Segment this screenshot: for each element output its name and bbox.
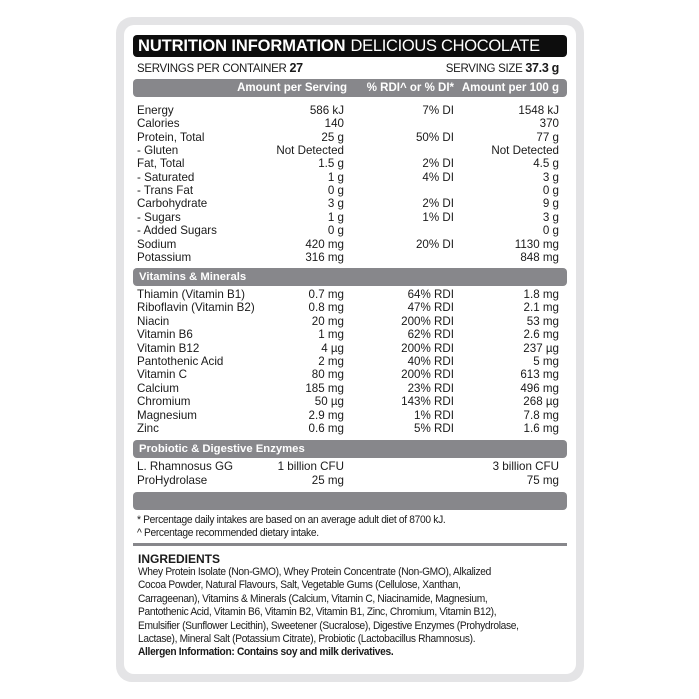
amount-per-serving: 50 µg <box>314 395 344 409</box>
percent-intake: 47% RDI <box>407 301 454 315</box>
percent-intake: 4% DI <box>422 170 454 184</box>
nutrient-name: Fat, Total <box>137 157 185 171</box>
amount-per-100g: 1.8 mg <box>523 288 559 301</box>
amount-per-serving: 420 mg <box>305 237 344 251</box>
amount-per-100g: 0 g <box>542 224 559 238</box>
amount-per-serving: 0 g <box>327 184 344 198</box>
amount-per-100g: Not Detected <box>491 144 559 158</box>
percent-intake: 64% RDI <box>407 288 454 301</box>
amount-per-serving: 140 <box>324 117 344 131</box>
amount-per-100g: 0 g <box>542 184 559 198</box>
percent-intake: 7% DI <box>422 104 454 117</box>
nutrient-name: Potassium <box>137 250 192 264</box>
amount-per-100g: 4.5 g <box>533 157 559 171</box>
amount-per-serving: 20 mg <box>311 314 344 328</box>
nutrient-name: - Trans Fat <box>137 184 194 198</box>
column-header-bar <box>133 79 567 97</box>
empty-section-bar <box>133 492 567 510</box>
amount-per-100g: 237 µg <box>523 341 559 355</box>
amount-per-100g: 77 g <box>536 130 559 144</box>
amount-per-serving: 0.7 mg <box>308 288 344 301</box>
table-row <box>137 460 559 473</box>
amount-per-serving: 0.8 mg <box>308 301 344 315</box>
nutrient-name: Calcium <box>137 381 179 395</box>
table-row <box>137 342 559 355</box>
amount-per-serving: 80 mg <box>311 368 344 382</box>
table-row <box>137 474 559 487</box>
table-row <box>137 157 559 170</box>
amount-per-serving: 2 mg <box>318 355 344 368</box>
amount-per-100g: 3 g <box>542 170 559 184</box>
amount-per-serving: 25 g <box>321 130 344 144</box>
amount-per-100g: 2.1 mg <box>523 301 559 315</box>
amount-per-100g: 848 mg <box>520 250 559 264</box>
footnote-rdi: ^ Percentage recommended dietary intake. <box>137 527 319 539</box>
nutrient-name: Pantothenic Acid <box>137 355 224 368</box>
table-row <box>137 382 559 395</box>
nutrient-name: Calories <box>137 117 180 131</box>
amount-per-100g: 1130 mg <box>514 237 559 251</box>
servings-per-container-label: SERVINGS PER CONTAINER <box>137 63 287 75</box>
amount-per-serving: 2.9 mg <box>308 408 344 422</box>
nutrient-name: Energy <box>137 104 174 117</box>
table-row <box>137 315 559 328</box>
divider <box>133 543 567 546</box>
percent-intake: 1% DI <box>422 210 454 224</box>
percent-intake: 200% RDI <box>401 314 454 328</box>
amount-per-serving: 0 g <box>327 224 344 238</box>
percent-intake: 1% RDI <box>414 408 454 422</box>
amount-per-serving: 1 g <box>327 170 344 184</box>
nutrient-name: - Gluten <box>137 144 179 158</box>
table-row <box>137 355 559 368</box>
amount-per-100g: 75 mg <box>526 473 559 487</box>
percent-intake: 200% RDI <box>401 368 454 382</box>
servings-row <box>137 60 559 76</box>
nutrient-name: - Added Sugars <box>137 224 217 238</box>
amount-per-serving: 4 µg <box>321 341 344 355</box>
percent-intake: 143% RDI <box>401 395 454 409</box>
nutrient-name: Niacin <box>137 314 170 328</box>
nutrient-name: Vitamin B12 <box>137 341 200 355</box>
percent-intake: 20% DI <box>415 237 454 251</box>
amount-per-serving: 316 mg <box>305 250 344 264</box>
nutrient-name: - Sugars <box>137 210 181 224</box>
serving-size <box>446 61 559 75</box>
serving-size-label: SERVING SIZE <box>445 63 523 75</box>
table-row <box>137 171 559 184</box>
header-pct: % RDI^ or % DI* <box>366 82 454 94</box>
amount-per-100g: 370 <box>539 117 559 131</box>
amount-per-serving: 0.6 mg <box>308 422 344 435</box>
amount-per-serving: 1 g <box>327 210 344 224</box>
table-row <box>137 251 559 264</box>
amount-per-100g: 268 µg <box>523 395 559 409</box>
nutrient-name: Thiamin (Vitamin B1) <box>137 288 246 301</box>
percent-intake: 2% DI <box>422 197 454 211</box>
table-row <box>137 409 559 422</box>
footnote-di: * Percentage daily intakes are based on an average adult diet of 8700 kJ. <box>137 514 446 526</box>
percent-intake: 200% RDI <box>401 341 454 355</box>
amount-per-serving: 1 billion CFU <box>277 460 344 473</box>
amount-per-serving: 185 mg <box>305 381 344 395</box>
ingredients-line: Whey Protein Isolate (Non-GMO), Whey Protein Concentrate (Non-GMO), Alkalized <box>138 566 491 578</box>
table-row <box>137 131 559 144</box>
header-per-serving: Amount per Serving <box>237 82 347 94</box>
header-per-100g: Amount per 100 g <box>461 82 559 94</box>
ingredients-line: Cocoa Powder, Natural Flavours, Salt, Vegetable Gums (Cellulose, Xanthan, <box>138 579 461 592</box>
table-row <box>137 224 559 237</box>
table-row <box>137 368 559 381</box>
serving-size-value: 37.3 g <box>525 61 559 75</box>
amount-per-serving: 1.5 g <box>318 157 344 171</box>
percent-intake: 40% RDI <box>407 355 454 368</box>
table-row <box>137 328 559 341</box>
table-row <box>137 144 559 157</box>
amount-per-serving: 1 mg <box>318 328 344 342</box>
nutrient-name: ProHydrolase <box>137 473 208 487</box>
amount-per-100g: 7.8 mg <box>523 408 559 422</box>
amount-per-100g: 5 mg <box>533 355 559 368</box>
amount-per-serving: Not Detected <box>276 144 344 158</box>
ingredients-line: Carrageenan), Vitamins & Minerals (Calcium, Vitamin C, Niacinamide, Magnesium, <box>138 592 488 605</box>
table-row <box>137 395 559 408</box>
vitamins-section-label: Vitamins & Minerals <box>139 271 247 283</box>
table-row <box>137 422 559 435</box>
vitamins-section-bar <box>133 268 567 286</box>
nutrient-name: Magnesium <box>137 408 197 422</box>
table-row <box>137 301 559 314</box>
servings-per-container <box>137 61 303 75</box>
amount-per-serving: 25 mg <box>311 473 344 487</box>
percent-intake: 5% RDI <box>414 422 454 435</box>
percent-intake: 23% RDI <box>407 381 454 395</box>
title-bar <box>133 35 567 57</box>
percent-intake: 62% RDI <box>407 328 454 342</box>
percent-intake: 50% DI <box>415 130 454 144</box>
nutrient-name: - Saturated <box>137 170 195 184</box>
nutrient-name: Riboflavin (Vitamin B2) <box>137 301 255 315</box>
table-row <box>137 184 559 197</box>
amount-per-100g: 53 mg <box>526 314 559 328</box>
table-row <box>137 104 559 117</box>
title-main: NUTRITION INFORMATION <box>138 36 346 55</box>
amount-per-serving: 586 kJ <box>309 104 344 117</box>
ingredients-line: Emulsifier (Sunflower Lecithin), Sweetener (Sucralose), Digestive Enzymes (Prohydrolase, <box>138 619 519 632</box>
table-row <box>137 197 559 210</box>
probiotic-section-bar <box>133 440 567 458</box>
nutrient-name: Protein, Total <box>137 130 205 144</box>
table-row <box>137 238 559 251</box>
title-flavour: DELICIOUS CHOCOLATE <box>350 36 540 55</box>
amount-per-100g: 2.6 mg <box>523 328 559 342</box>
amount-per-serving: 3 g <box>327 197 344 211</box>
nutrient-name: L. Rhamnosus GG <box>137 460 234 473</box>
nutrient-name: Vitamin C <box>137 368 188 382</box>
nutrient-name: Zinc <box>137 422 159 435</box>
amount-per-100g: 613 mg <box>520 368 559 382</box>
nutrient-name: Chromium <box>137 395 191 409</box>
probiotic-section-label: Probiotic & Digestive Enzymes <box>139 443 305 455</box>
nutrient-name: Vitamin B6 <box>137 328 193 342</box>
table-row <box>137 288 559 301</box>
amount-per-100g: 1548 kJ <box>518 104 559 117</box>
ingredients-line: Pantothenic Acid, Vitamin B6, Vitamin B2, Vitamin B1, Zinc, Chromium, Vitamin B12), <box>138 606 497 619</box>
amount-per-100g: 1.6 mg <box>523 422 559 435</box>
percent-intake: 2% DI <box>422 157 454 171</box>
allergen-information: Allergen Information: Contains soy and milk derivatives. <box>138 646 394 659</box>
amount-per-100g: 496 mg <box>520 381 559 395</box>
servings-per-container-value: 27 <box>289 61 303 75</box>
table-row <box>137 117 559 130</box>
ingredients-line: Lactase), Mineral Salt (Potassium Citrate), Probiotic (Lactobacillus Rhamnosus). <box>138 633 476 646</box>
amount-per-100g: 9 g <box>542 197 559 211</box>
table-row <box>137 211 559 224</box>
ingredients-text <box>138 566 570 660</box>
ingredients-title: INGREDIENTS <box>138 552 221 566</box>
nutrient-name: Sodium <box>137 237 177 251</box>
nutrient-name: Carbohydrate <box>137 197 208 211</box>
amount-per-100g: 3 billion CFU <box>492 460 559 473</box>
amount-per-100g: 3 g <box>542 210 559 224</box>
